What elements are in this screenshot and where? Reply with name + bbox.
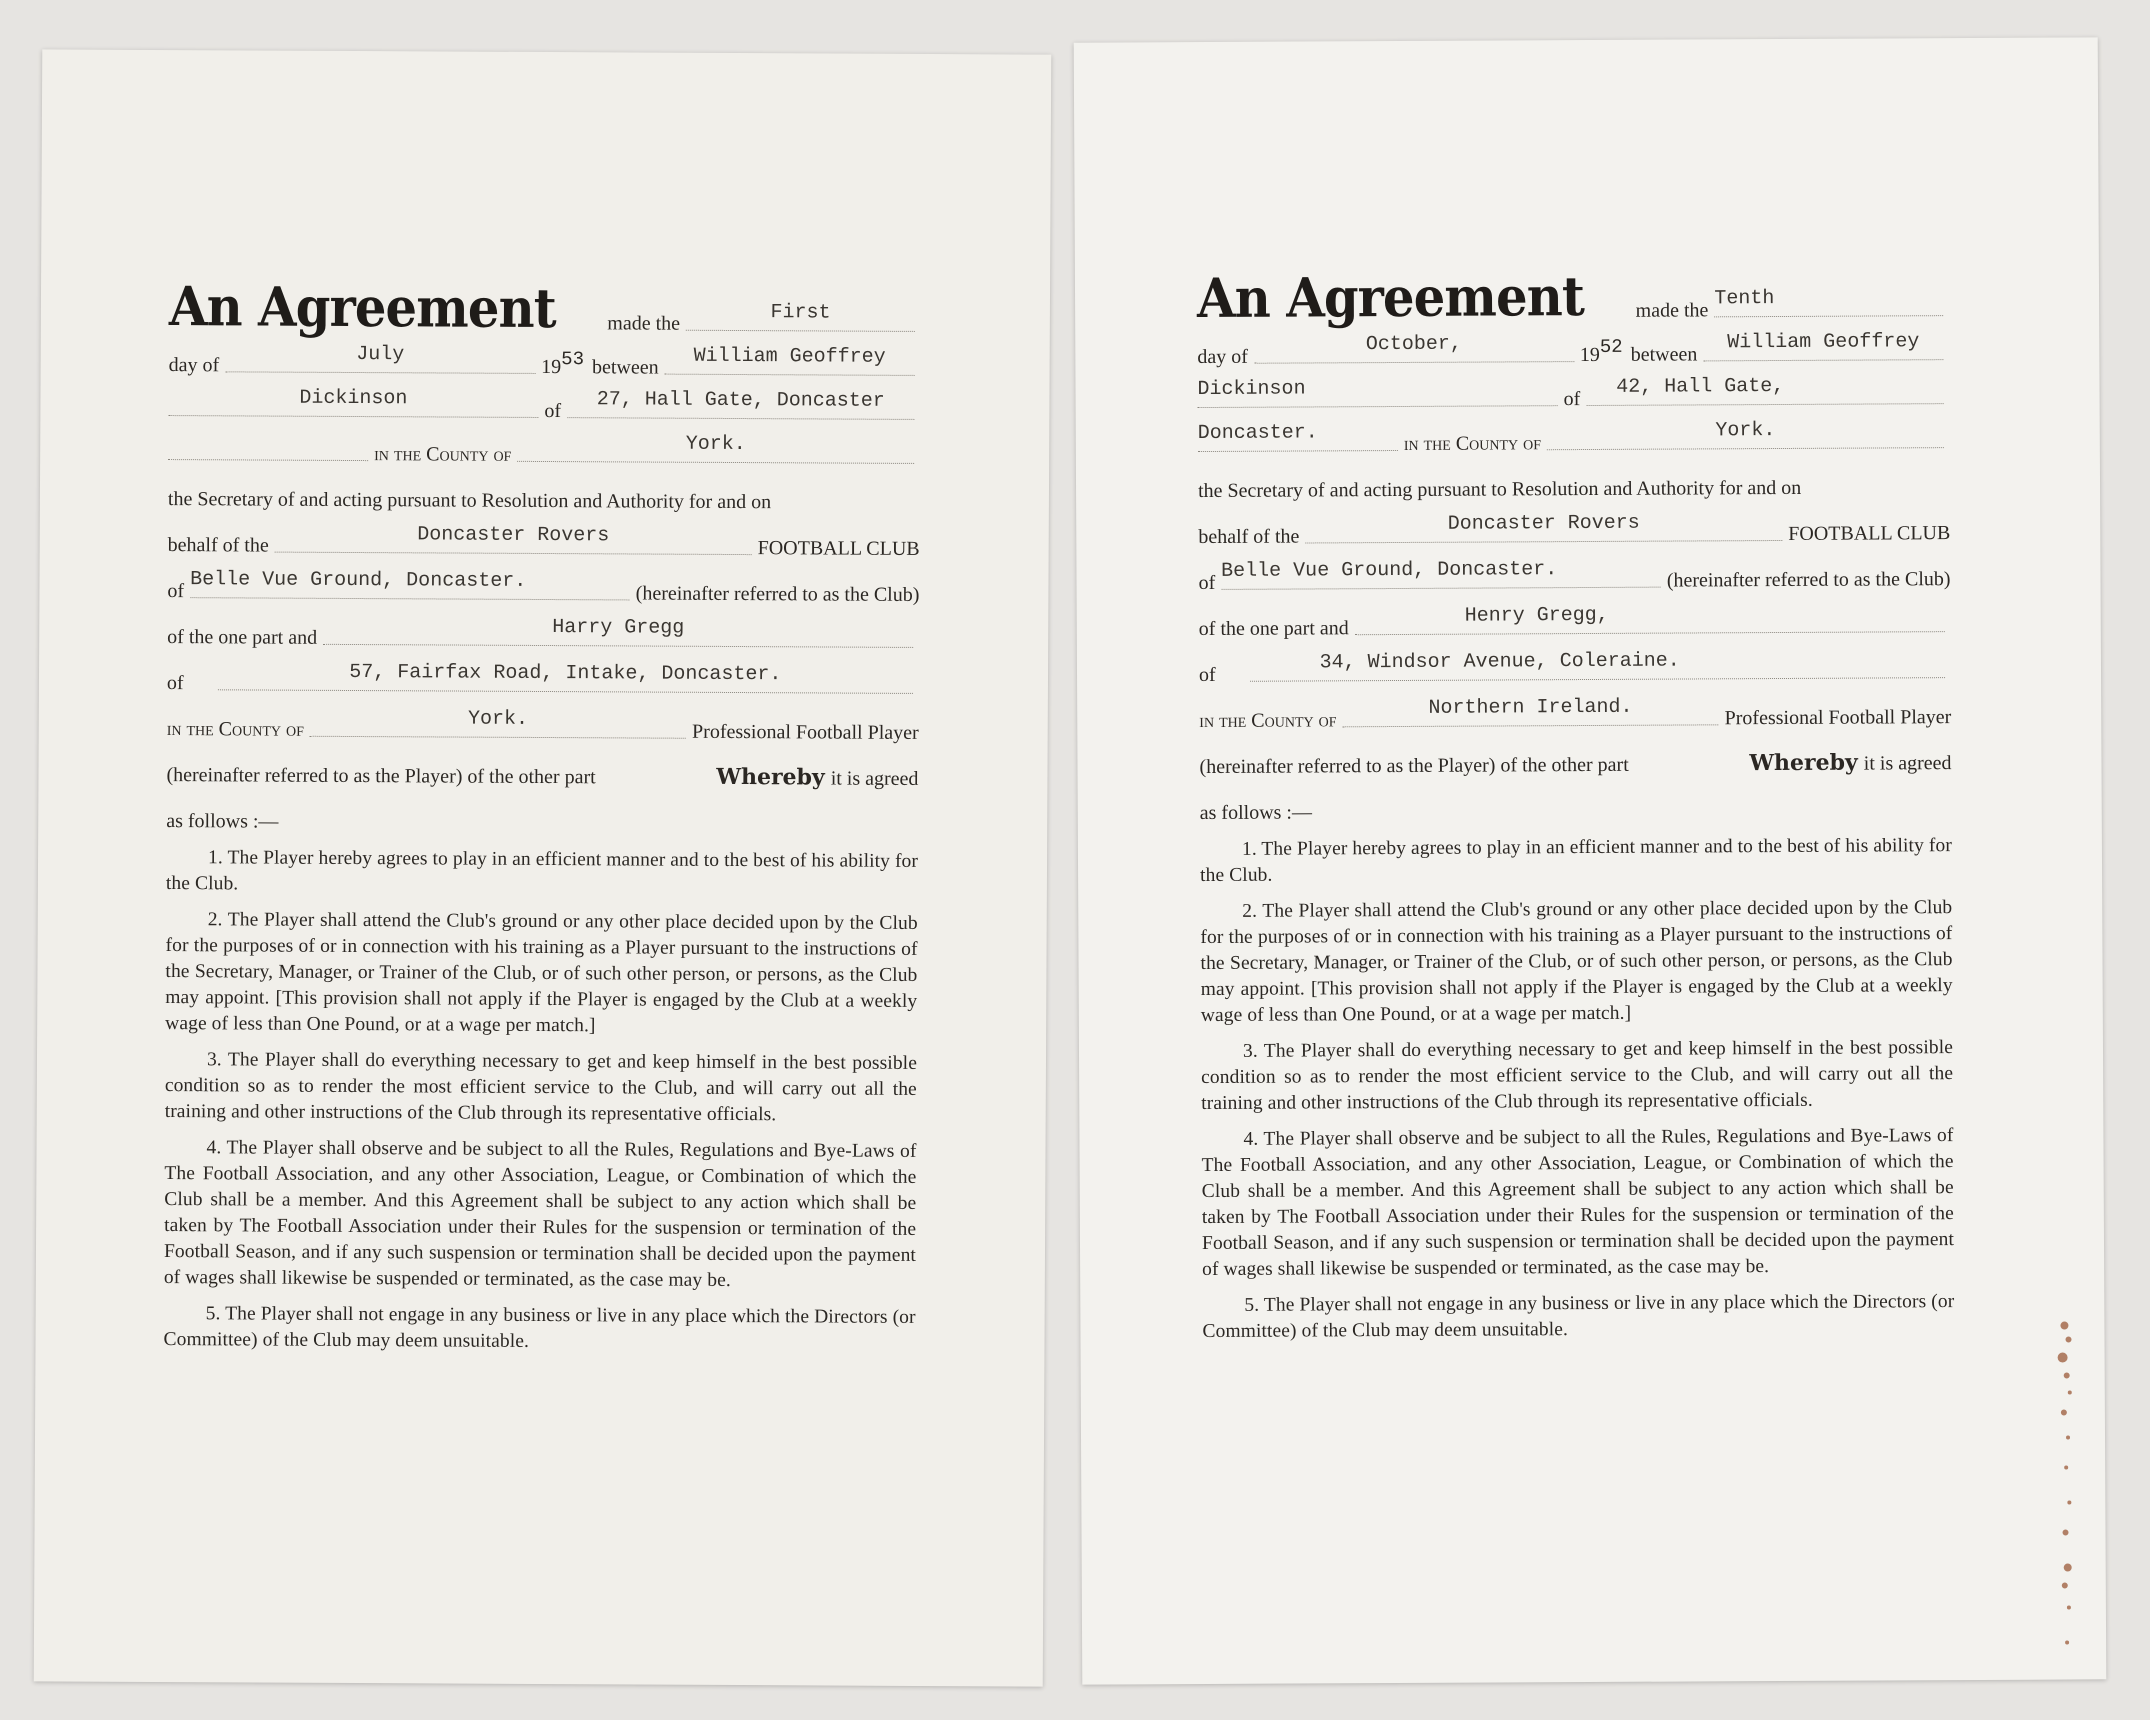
clauses-list <box>1200 833 1955 1345</box>
day-of-label: day of <box>168 354 220 377</box>
agreement-day: First <box>770 301 831 325</box>
club-ground: Belle Vue Ground, Doncaster. <box>190 568 527 593</box>
whereby-word: Whereby <box>716 763 825 791</box>
agreement-month: October, <box>1365 332 1462 357</box>
agreement-year: 53 <box>561 348 585 371</box>
secretary-surname: Dickinson <box>1197 377 1306 402</box>
day-of-label: day of <box>1197 345 1248 369</box>
hereinafter-player-label: (hereinafter referred to as the Player) of the other part <box>1199 753 1629 779</box>
clause-1: 1. The Player hereby agrees to play in an efficient manner and to the best of his ability for the Club. <box>1200 835 1952 887</box>
agreement-year: 52 <box>1599 336 1623 359</box>
agreement-document-1953 <box>34 49 1052 1686</box>
clause-3: 3. The Player shall do everything necessary to get and keep himself in the best possible condition so as to render the most efficient service to the Club, and will carry out all the training and other instructions of the Club through its representative officials. <box>1201 1037 1954 1115</box>
secretary-address-cont: Doncaster. <box>1197 421 1318 446</box>
agreement-document-1952 <box>1074 37 2107 1684</box>
agreement-day: Tenth <box>1714 287 1775 311</box>
clause-5: 5. The Player shall not engage in any business or live in any place which the Directors (or Committee) of the Club may deem unsuitable. <box>1202 1291 1955 1343</box>
club-name: Doncaster Rovers <box>1447 511 1640 536</box>
hereinafter-player-label: (hereinafter referred to as the Player) of the other part <box>166 764 596 789</box>
as-follows-label: as follows :— <box>1199 801 1313 825</box>
secretary-county: York. <box>1715 419 1776 443</box>
clause-2: 2. The Player shall attend the Club's ground or any other place decided upon by the Club for the purposes of or in connection with his training as a Player pursuant to the instructions of the Secretary, Manager, or Trainer of the Club, or of such other person, or persons, as the Club may appoint. [This provision shall not apply if the Player is engaged by the Club at a weekly wage of less than One Pound, or at a wage per match.] <box>1200 897 1953 1027</box>
of-label: of <box>544 400 562 423</box>
club-name: Doncaster Rovers <box>417 523 610 548</box>
player-county: Northern Ireland. <box>1428 695 1633 720</box>
year-prefix: 19 <box>541 355 562 379</box>
clause-1: 1. The Player hereby agrees to play in an efficient manner and to the best of his ability for the Club. <box>165 847 919 895</box>
it-is-agreed-label: it is agreed <box>830 767 919 790</box>
clauses-list <box>163 845 918 1357</box>
between-label: between <box>1630 343 1698 366</box>
whereby-word: Whereby <box>1749 749 1858 777</box>
of-label: of <box>166 672 184 695</box>
secretary-address: 42, Hall Gate, <box>1616 374 1785 399</box>
professional-player-label: Professional Football Player <box>692 720 919 744</box>
secretary-clause: the Secretary of and acting pursuant to Resolution and Authority for and on <box>1198 476 1802 503</box>
county-label: in the County of <box>166 718 304 741</box>
of-label: of <box>167 580 185 603</box>
one-part-label: of the one part and <box>167 626 318 649</box>
club-ground: Belle Vue Ground, Doncaster. <box>1221 558 1558 583</box>
player-name: Harry Gregg <box>552 616 685 640</box>
clause-5: 5. The Player shall not engage in any business or live in any place which the Directors (or Committee) of the Club may deem unsuitable. <box>163 1303 916 1352</box>
county-label: in the County of <box>1199 709 1337 733</box>
secretary-name: William Geoffrey <box>693 344 886 369</box>
document-title: An Agreement <box>168 274 556 341</box>
behalf-label: behalf of the <box>1198 525 1300 549</box>
agreement-form <box>163 263 921 1367</box>
county-label: in the County of <box>1403 432 1542 455</box>
secretary-clause: the Secretary of and acting pursuant to Resolution and Authority for and on <box>167 488 772 514</box>
football-club-label: FOOTBALL CLUB <box>757 537 920 560</box>
player-address: 57, Fairfax Road, Intake, Doncaster. <box>349 660 782 687</box>
made-the-label: made the <box>607 312 681 335</box>
secretary-surname: Dickinson <box>299 386 408 411</box>
of-label: of <box>1198 663 1216 687</box>
document-title: An Agreement <box>1196 264 1585 331</box>
rust-stain <box>2054 1317 2078 1657</box>
player-name: Henry Gregg, <box>1464 603 1609 628</box>
secretary-county: York. <box>685 432 746 457</box>
clause-3: 3. The Player shall do everything necessary to get and keep himself in the best possible condition so as to render the most efficient service to the Club, and will carry out all the training and other instructions of the Club through its representative officials. <box>164 1049 918 1126</box>
player-address: 34, Windsor Avenue, Coleraine. <box>1319 649 1680 675</box>
hereinafter-club-label: (hereinafter referred to as the Club) <box>635 582 920 606</box>
it-is-agreed-label: it is agreed <box>1863 752 1952 775</box>
county-label: in the County of <box>374 443 512 466</box>
of-label: of <box>1563 388 1581 411</box>
clause-4: 4. The Player shall observe and be subject to all the Rules, Regulations and Bye-Laws of The Football Association, and any other Association, League, or Combination of which the Club shall be a member. And this Agreement shall be subject to any action which shall be taken by The Football Association under their Rules for the suspension or termination of the Football Season, and if any such suspension or termination shall be decided upon the payment of wages shall likewise be suspended or terminated, as the case may be. <box>1201 1125 1955 1281</box>
as-follows-label: as follows :— <box>166 810 279 833</box>
hereinafter-club-label: (hereinafter referred to as the Club) <box>1666 568 1951 592</box>
player-county: York. <box>467 707 529 731</box>
clause-4: 4. The Player shall observe and be subject to all the Rules, Regulations and Bye-Laws of The Football Association, and any other Association, League, or Combination of which the Club shall be a member. And this Agreement shall be subject to any action which shall be taken by The Football Association under their Rules for the suspension or termination of the Football Season, and if any such suspension or termination shall be decided upon the payment of wages shall likewise be suspended or terminated, as the case may be. <box>163 1137 917 1291</box>
year-prefix: 19 <box>1579 343 1600 367</box>
secretary-name: William Geoffrey <box>1727 330 1920 355</box>
agreement-month: July <box>356 343 405 367</box>
made-the-label: made the <box>1635 299 1709 322</box>
secretary-address: 27, Hall Gate, Doncaster <box>596 388 885 413</box>
between-label: between <box>591 356 659 379</box>
clause-2: 2. The Player shall attend the Club's ground or any other place decided upon by the Club for the purposes of or in connection with his training as a Player pursuant to the instructions of the Secretary, Manager, or Trainer of the Club, or of such other person, or persons, as the Club may appoint. [This provision shall not apply if the Player is engaged by the Club at a weekly wage of less than One Pound, or at a wage per match.] <box>165 909 918 1037</box>
behalf-label: behalf of the <box>167 534 269 557</box>
football-club-label: FOOTBALL CLUB <box>1788 522 1951 545</box>
one-part-label: of the one part and <box>1198 617 1349 641</box>
professional-player-label: Professional Football Player <box>1724 706 1952 730</box>
agreement-form <box>1197 251 1955 1355</box>
of-label: of <box>1198 571 1216 595</box>
secretary-address-cont <box>168 454 368 455</box>
